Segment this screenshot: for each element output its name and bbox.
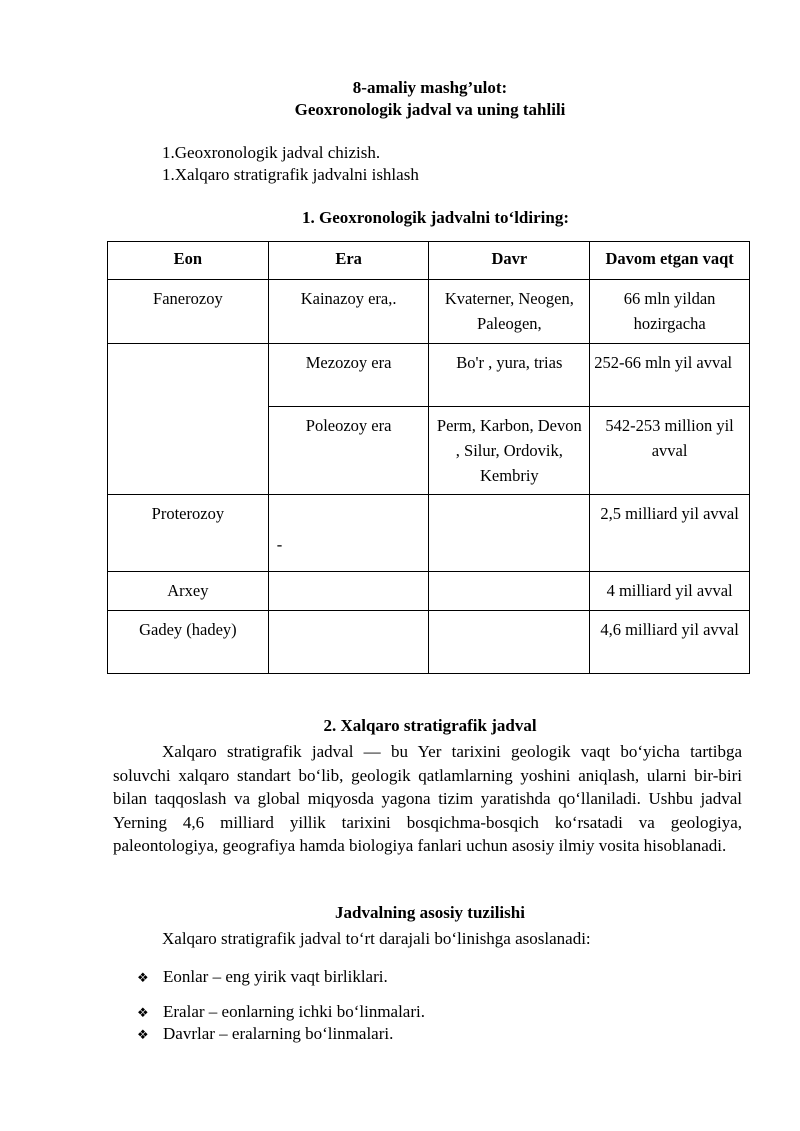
header-eon: Eon	[108, 242, 269, 280]
header-davr: Davr	[429, 242, 590, 280]
table-cell	[108, 344, 269, 495]
diamond-bullet-icon: ❖	[137, 1005, 149, 1020]
table-cell: -	[268, 495, 429, 572]
header-duration: Davom etgan vaqt	[590, 242, 750, 280]
table-cell	[268, 611, 429, 674]
table-cell: Gadey (hadey)	[108, 611, 269, 674]
table-header-row	[108, 242, 750, 280]
table-cell	[429, 495, 590, 572]
sub-paragraph: Xalqaro stratigrafik jadval to‘rt darajali bo‘linishga asoslanadi:	[162, 929, 591, 948]
table-cell: 4 milliard yil avval	[590, 572, 750, 611]
section2-paragraph	[113, 740, 742, 858]
list-item	[137, 1002, 425, 1022]
table-cell: Kvaterner, Neogen, Paleogen,	[429, 280, 590, 344]
table-cell: Fanerozoy	[108, 280, 269, 344]
list-item	[137, 1024, 393, 1044]
section1-title: 1. Geoxronologik jadvalni to‘ldiring:	[302, 208, 569, 227]
table-cell: Mezozoy era	[268, 344, 429, 407]
diamond-bullet-icon: ❖	[137, 1027, 149, 1042]
table-cell	[429, 572, 590, 611]
list-item-text: Eonlar – eng yirik vaqt birliklari.	[163, 967, 388, 986]
table-row	[108, 280, 750, 344]
table-cell: 2,5 milliard yil avval	[590, 495, 750, 572]
page-title-line1: 8-amaliy mashg’ulot:	[352, 78, 508, 97]
subheading: Jadvalning asosiy tuzilishi	[335, 903, 525, 922]
task-item: 1.Geoxronologik jadval chizish.	[162, 143, 381, 162]
table-cell	[429, 611, 590, 674]
table-cell: 66 mln yildan hozirgacha	[590, 280, 750, 344]
task-item: 1.Xalqaro stratigrafik jadvalni ishlash	[162, 165, 419, 184]
geochronology-table	[107, 241, 750, 674]
table-cell: Arxey	[108, 572, 269, 611]
list-item	[137, 967, 388, 987]
list-item-text: Davrlar – eralarning bo‘linmalari.	[163, 1024, 394, 1043]
section2-paragraph-text: Xalqaro stratigrafik jadval — bu Yer tarixini geologik vaqt bo‘yicha tartibga soluvchi xalqaro standart bo‘lib, geologik qatlamlarning yoshini aniqlash, ularni bir-biri bilan taqqoslash va global miqyosda yagona tizim yaratishda qo‘llaniladi. Ushbu jadval Yerning 4,6 milliard yillik tarixini bosqichma-bosqich ko‘rsatadi va geologiya, paleontologiya, geografiya hamda biologiya fanlari uchun asosiy ilmiy vosita hisoblanadi.	[113, 742, 742, 856]
page-title-line2: Geoxronologik jadval va uning tahlili	[294, 100, 566, 119]
table-cell	[268, 572, 429, 611]
table-cell: Perm, Karbon, Devon , Silur, Ordovik, Kembriy	[429, 407, 590, 495]
table-cell: Proterozoy	[108, 495, 269, 572]
table-row	[108, 495, 750, 572]
header-era: Era	[268, 242, 429, 280]
table-cell: 252-66 mln yil avval	[590, 344, 750, 407]
table-cell: Kainazoy era,.	[268, 280, 429, 344]
list-item-text: Eralar – eonlarning ichki bo‘linmalari.	[163, 1002, 425, 1021]
diamond-bullet-icon: ❖	[137, 970, 149, 985]
table-cell: 4,6 milliard yil avval	[590, 611, 750, 674]
table-row	[108, 344, 750, 407]
table-cell: Poleozoy era	[268, 407, 429, 495]
table-cell: Bo'r , yura, trias	[429, 344, 590, 407]
table-row	[108, 611, 750, 674]
table-cell: 542-253 million yil avval	[590, 407, 750, 495]
table-row	[108, 572, 750, 611]
section2-title: 2. Xalqaro stratigrafik jadval	[323, 716, 537, 735]
